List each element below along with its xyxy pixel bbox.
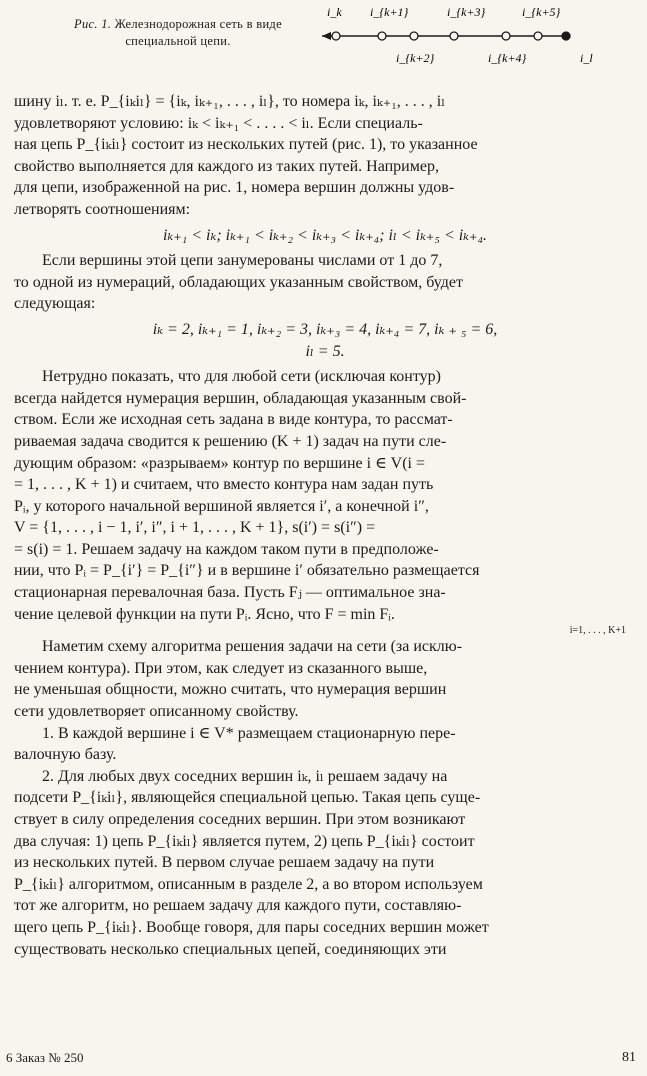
text-line: ная цепь P_{iₖiₗ} состоит из нескольких путей (рис. 1), то указанное bbox=[14, 136, 478, 154]
text-line: из нескольких путей. В первом случае решаем задачу на пути bbox=[14, 854, 435, 872]
figure-caption-text: Железнодорожная сеть в виде специальной цепи. bbox=[114, 17, 282, 48]
text-line: два случая: 1) цепь P_{iₖiₗ} является путем, 2) цепь P_{iₖiₗ} состоит bbox=[14, 832, 475, 850]
text-line: дующим образом: «разрываем» контур по вершине i ∈ V(i = bbox=[14, 454, 426, 472]
text-line: = 1, . . . , K + 1) и считаем, что вместо контура нам задан путь bbox=[14, 476, 434, 494]
page-number: 81 bbox=[622, 1050, 636, 1065]
text-line: V = {1, . . . , i − 1, i′, i″, i + 1, . . . , K + 1}, s(i′) = s(i″) = bbox=[14, 519, 376, 537]
min-subscript: i=1, . . . , K+1 bbox=[569, 625, 626, 637]
node-label-bottom: i_{k+2} bbox=[396, 51, 435, 65]
chain-node bbox=[562, 32, 570, 40]
text-line: всегда найдется нумерация вершин, обладающая указанным свой- bbox=[14, 389, 467, 407]
chain-arrowhead bbox=[322, 32, 331, 40]
text-line: для цепи, изображенной на рис. 1, номера вершин должны удов- bbox=[14, 179, 455, 197]
text-line: риваемая задача сводится к решению (K + 1) задач на пути сле- bbox=[14, 432, 447, 450]
node-label-top: i_{k+5} bbox=[522, 5, 561, 19]
chain-node bbox=[450, 32, 458, 40]
text-line: тот же алгоритм, но решаем задачу для каждого пути, составляю- bbox=[14, 897, 462, 915]
chain-node bbox=[534, 32, 542, 40]
text-line: Наметим схему алгоритма решения задачи на сети (за исклю- bbox=[42, 638, 463, 656]
text-line: шину iₗ. т. е. P_{iₖiₗ} = {iₖ, iₖ₊₁, . . . , iₗ}, то номера iₖ, iₖ₊₁, . . . , iₗ bbox=[14, 93, 446, 110]
text-line: летворять соотношениям: bbox=[14, 200, 191, 218]
text-line: не уменьшая общности, можно считать, что нумерация вершин bbox=[14, 681, 447, 699]
node-label-bottom: i_l bbox=[580, 51, 593, 65]
text-line: 1. В каждой вершине i ∈ V* размещаем стационарную пере- bbox=[42, 724, 456, 742]
text-line: чением контура). При этом, как следует из сказанного выше, bbox=[14, 659, 428, 677]
footer-order-number: 6 Заказ № 250 bbox=[6, 1050, 84, 1065]
text-line: = s(i) = 1. Решаем задачу на каждом таком пути в предположе- bbox=[14, 540, 439, 558]
text-line: то одной из нумераций, обладающих указанным свойством, будет bbox=[14, 273, 464, 291]
figure-caption-prefix: Рис. 1. bbox=[74, 17, 112, 31]
chain-diagram bbox=[0, 0, 647, 78]
main-text bbox=[14, 91, 636, 960]
text-line: следующая: bbox=[14, 295, 96, 313]
text-line: ством. Если же исходная сеть задана в виде контура, то рассмат- bbox=[14, 411, 453, 429]
figure-1 bbox=[0, 0, 647, 78]
page-footer bbox=[6, 1050, 636, 1070]
chain-node bbox=[378, 32, 386, 40]
text-line: щего цепь P_{iₖiₗ}. Вообще говоря, для пары соседних вершин может bbox=[14, 918, 489, 936]
text-line: удовлетворяют условию: iₖ < iₖ₊₁ < . . . . < iₗ. Если специаль- bbox=[14, 114, 423, 132]
text-line: подсети P_{iₖiₗ}, являющейся специальной цепью. Такая цепь суще- bbox=[14, 789, 481, 807]
text-line: свойство выполняется для каждого из таких путей. Например, bbox=[14, 157, 439, 175]
text-line: существовать несколько специальных цепей, соединяющих эти bbox=[14, 940, 447, 958]
chain-node bbox=[410, 32, 418, 40]
text-line: Нетрудно показать, что для любой сети (исключая контур) bbox=[42, 368, 441, 386]
text-line: валочную базу. bbox=[14, 746, 117, 764]
text-line: ствует в силу определения соседних вершин. При этом возникают bbox=[14, 811, 466, 828]
text-line: Если вершины этой цепи занумерованы числами от 1 до 7, bbox=[42, 252, 443, 270]
formula-inequalities: iₖ₊₁ < iₖ; iₖ₊₁ < iₖ₊₂ < iₖ₊₃ < iₖ₊₄; iₗ < iₖ₊₅ < iₖ₊₄. bbox=[162, 226, 488, 244]
node-label-top: i_k bbox=[327, 5, 342, 19]
text-line: сети удовлетворяет описанному свойству. bbox=[14, 703, 299, 721]
node-label-top: i_{k+3} bbox=[447, 5, 486, 19]
text-line: чение целевой функции на пути Pᵢ. Ясно, что F = min Fᵢ. bbox=[14, 605, 395, 623]
text-line: Pᵢ, у которого начальной вершиной является i′, а конечной i″, bbox=[14, 497, 429, 515]
node-label-top: i_{k+1} bbox=[370, 5, 409, 19]
text-line: нии, что Pᵢ = P_{i′} = P_{i″} и в вершине i′ обязательно размещается bbox=[14, 562, 480, 580]
chain-node bbox=[332, 32, 340, 40]
text-line: стационарная перевалочная база. Пусть Fⱼ — оптимальное зна- bbox=[14, 584, 446, 602]
text-line: 2. Для любых двух соседних вершин iₖ, iₗ решаем задачу на bbox=[42, 767, 448, 785]
chain-node bbox=[502, 32, 510, 40]
formula-numbering: iₖ = 2, iₖ₊₁ = 1, iₖ₊₂ = 3, iₖ₊₃ = 4, iₖ₊₄ = 7, iₖ ₊ ₅ = 6, bbox=[152, 320, 498, 338]
formula-numbering-cont: iₗ = 5. bbox=[305, 342, 345, 360]
node-label-bottom: i_{k+4} bbox=[488, 51, 527, 65]
text-line: P_{iₖiₗ} алгоритмом, описанным в разделе 2, а во втором используем bbox=[14, 875, 483, 893]
